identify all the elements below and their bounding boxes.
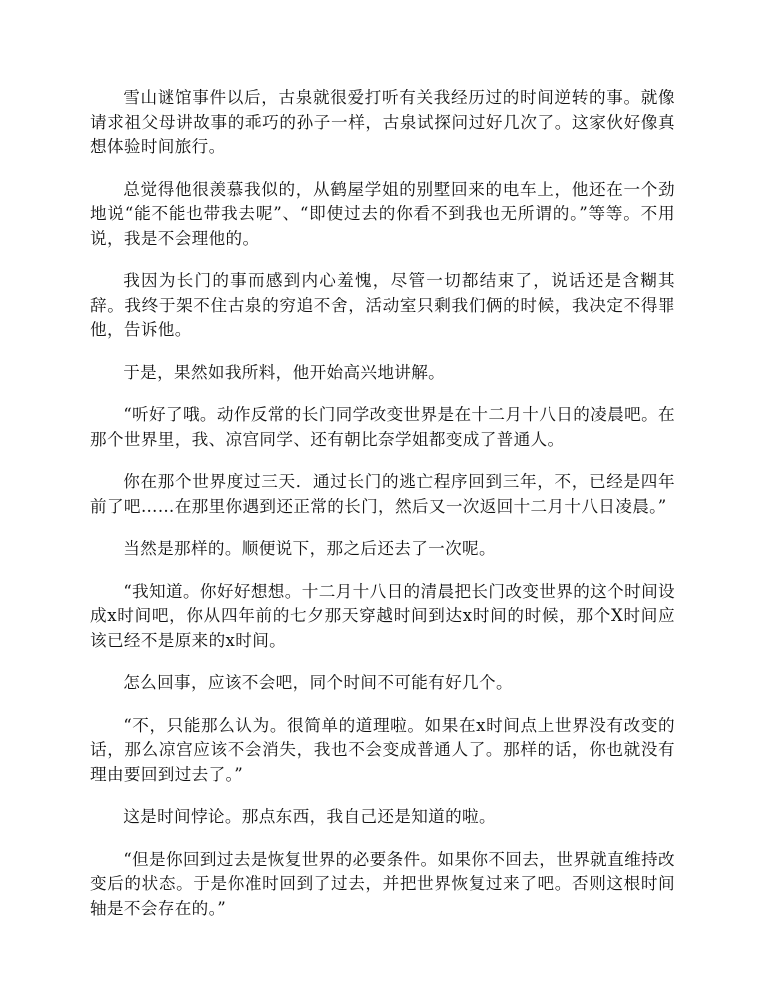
paragraph-2: 总觉得他很羡慕我似的，从鹤屋学姐的别墅回来的电车上，他还在一个劲地说“能不能也带我去呢”、“即使过去的你看不到我也无所谓的。”等等。不用说，我是不会理他的。 xyxy=(90,179,675,248)
paragraph-7: 当然是那样的。顺便说下，那之后还去了一次呢。 xyxy=(123,539,496,558)
paragraph-8: “我知道。你好好想想。十二月十八日的清晨把长门改变世界的这个时间设成x时间吧，你从四年前的七夕那天穿越时间到达x时间的时候，那个X时间应该已经不是原来的x时间。 xyxy=(90,581,675,650)
paragraph-3: 我因为长门的事而感到内心羞愧，尽管一切都结束了，说话还是含糊其辞。我终于架不住古泉的穷追不舍，活动室只剩我们俩的时候，我决定不得罪他，告诉他。 xyxy=(90,271,675,339)
paragraph-11: 这是时间悖论。那点东西，我自己还是知道的啦。 xyxy=(123,807,496,826)
paragraph-6: 你在那个世界度过三天．通过长门的逃亡程序回到三年，不，已经是四年前了吧……在那里你遇到还正常的长门，然后又一次返回十二月十八日凌晨。” xyxy=(90,472,675,516)
paragraph-1: 雪山谜馆事件以后，古泉就很爱打听有关我经历过的时间逆转的事。就像请求祖父母讲故事的乖巧的孙子一样，古泉试探问过好几次了。这家伙好像真想体验时间旅行。 xyxy=(90,88,675,156)
document-page xyxy=(90,86,675,939)
paragraph-10: “不，只能那么认为。很简单的道理啦。如果在x时间点上世界没有改变的话，那么凉宫应该不会消失，我也不会变成普通人了。那样的话，你也就没有理由要回到过去了。” xyxy=(90,715,675,784)
paragraph-12: “但是你回到过去是恢复世界的必要条件。如果你不回去，世界就直维持改变后的状态。于是你准时回到了过去，并把世界恢复过来了吧。否则这根时间轴是不会存在的。” xyxy=(90,849,675,918)
paragraph-9: 怎么回事，应该不会吧，同个时间不可能有好几个。 xyxy=(123,673,513,692)
paragraph-5: “听好了哦。动作反常的长门同学改变世界是在十二月十八日的凌晨吧。在那个世界里，我、凉宫同学、还有朝比奈学姐都变成了普通人。 xyxy=(90,405,675,449)
paragraph-4: 于是，果然如我所料，他开始高兴地讲解。 xyxy=(123,362,446,382)
